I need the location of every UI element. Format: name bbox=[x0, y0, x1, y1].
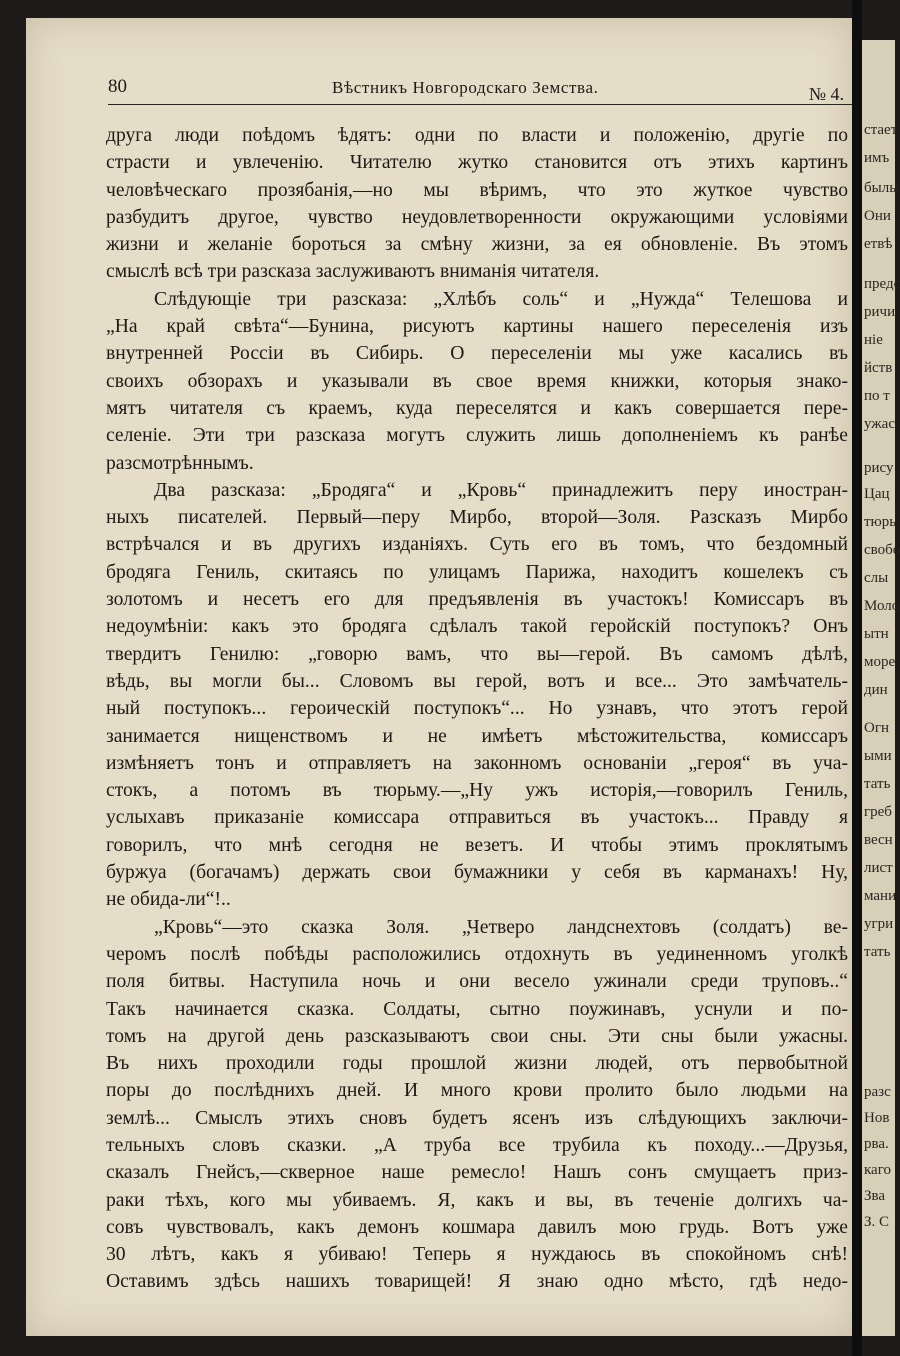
text-line: друга люди поѣдомъ ѣдятъ: одни по власти и положенію, другіе по bbox=[106, 125, 848, 146]
adjacent-page-fragment: рису bbox=[864, 460, 894, 476]
text-line: стокъ, а потомъ въ тюрьму.—„Ну ужъ исторія,—говорилъ Гениль, bbox=[106, 780, 848, 802]
text-line: твердитъ Генилю: „говорю вамъ, что вы—герой. Въ самомъ дѣлѣ, bbox=[106, 643, 848, 665]
text-line: разбудитъ другое, чувство неудовлетворенности окружающими условіями bbox=[106, 206, 848, 228]
adjacent-page-fragment: дин bbox=[864, 682, 888, 698]
header-rule bbox=[108, 104, 852, 105]
text-line: ный поступокъ... героическій поступокъ“... Но узнавъ, что этотъ герой bbox=[106, 698, 848, 720]
running-head bbox=[108, 76, 844, 104]
text-line: Слѣдующіе три разсказа: „Хлѣбъ соль“ и „Нужда“ Телешова и bbox=[154, 288, 848, 310]
adjacent-page-fragment: Они bbox=[864, 208, 891, 224]
text-line: разсмотрѣннымъ. bbox=[106, 452, 254, 474]
text-line: совъ чувствовалъ, какъ демонъ кошмара давилъ мою грудь. Вотъ уже bbox=[106, 1216, 848, 1238]
adjacent-page-fragment: ужас bbox=[864, 416, 895, 432]
text-line: землѣ... Смыслъ этихъ сновъ будетъ ясенъ изъ слѣдующихъ заключи- bbox=[106, 1107, 848, 1129]
adjacent-page-fragment: Моло bbox=[864, 598, 900, 614]
adjacent-page-fragment: Зва bbox=[864, 1188, 886, 1204]
adjacent-page-fragment: тюрь bbox=[864, 514, 897, 530]
text-line: черомъ послѣ побѣды расположились отдохнуть въ уединенномъ уголкѣ bbox=[106, 943, 848, 965]
adjacent-page-fragment: Нов bbox=[864, 1110, 890, 1126]
adjacent-page-fragment: тать bbox=[864, 944, 891, 960]
text-line: ныхъ писателей. Первый—перу Мирбо, второй—Золя. Разсказъ Мирбо bbox=[106, 507, 848, 529]
text-line: измѣняетъ тонъ и отправляетъ на законномъ основаніи „героя“ въ уча- bbox=[106, 752, 848, 774]
text-line: мятъ читателя съ краемъ, куда переселятся и какъ совершается пере- bbox=[106, 397, 848, 419]
text-line: 30 лѣтъ, какъ я убиваю! Теперь я нуждаюсь въ спокойномъ снѣ! bbox=[106, 1244, 848, 1266]
text-line: занимается нищенствомъ и не имѣетъ мѣстожительства, комиссаръ bbox=[106, 725, 848, 747]
text-line: своихъ обзорахъ и указывали въ свое время книжки, которыя знако- bbox=[106, 370, 848, 392]
text-line: селеніе. Эти три разсказа могутъ служить лишь дополненіемъ къ ранѣе bbox=[106, 425, 848, 447]
adjacent-page-fragment: Огн bbox=[864, 720, 890, 736]
adjacent-page-fragment: стает bbox=[864, 122, 898, 138]
page-number: 80 bbox=[108, 76, 127, 97]
issue-number: № 4. bbox=[808, 84, 844, 104]
text-line: буржуа (богачамъ) держать свои бумажники у себя въ карманахъ! Ну, bbox=[106, 862, 848, 884]
text-line: внутренней Россіи въ Сибирь. О переселеніи мы уже касались въ bbox=[106, 343, 848, 365]
text-line: Два разсказа: „Бродяга“ и „Кровь“ принадлежитъ перу иностран- bbox=[154, 479, 848, 501]
adjacent-page-fragment: ытн bbox=[864, 626, 889, 642]
adjacent-page-fragment: весн bbox=[864, 832, 893, 848]
adjacent-page-fragment: греб bbox=[864, 804, 892, 820]
text-line: раки тѣхъ, кого мы убиваемъ. Я, какъ и вы, въ теченіе долгихъ ча- bbox=[106, 1189, 848, 1211]
text-line: поры до послѣднихъ дней. И много крови пролито было людьми на bbox=[106, 1080, 848, 1102]
text-line: Такъ начинается сказка. Солдаты, сытно поужинавъ, уснули и по- bbox=[106, 998, 848, 1020]
text-line: Въ нихъ проходили годы прошлой жизни людей, отъ первобытной bbox=[106, 1053, 848, 1075]
adjacent-page-fragment: угри bbox=[864, 916, 894, 932]
text-line: тельныхъ словъ сказки. „А труба все трубила къ походу...—Друзья, bbox=[106, 1134, 848, 1156]
book-spine-gutter bbox=[852, 0, 862, 1356]
adjacent-page-fragment: рва. bbox=[864, 1136, 889, 1152]
adjacent-page-fragment: мани bbox=[864, 888, 897, 904]
adjacent-page-fragment: ніе bbox=[864, 332, 883, 348]
adjacent-page-fragment: слы bbox=[864, 570, 889, 586]
text-line: не обида-ли“!.. bbox=[106, 889, 231, 911]
adjacent-page-fragment: тать bbox=[864, 776, 891, 792]
adjacent-page-fragment: Цац bbox=[864, 486, 890, 502]
adjacent-page-fragment: йств bbox=[864, 360, 893, 376]
text-line: золотомъ и несетъ его для предъявленія въ участокъ! Комиссаръ въ bbox=[106, 589, 848, 611]
adjacent-page-fragment: былы bbox=[864, 180, 900, 196]
adjacent-page-fragment: разс bbox=[864, 1084, 891, 1100]
text-line: человѣческаго прозябанія,—но мы вѣримъ, что это жуткое чувство bbox=[106, 179, 848, 201]
text-line: страсти и увлеченію. Читателю жутко становится отъ этихъ картинъ bbox=[106, 152, 848, 174]
text-line: томъ на другой день разсказываютъ свои сны. Эти сны были ужасны. bbox=[106, 1025, 848, 1047]
text-line: жизни и желаніе бороться за смѣну жизни, за ея обновленіе. Въ этомъ bbox=[106, 234, 848, 256]
text-line: „Кровь“—это сказка Золя. „Четверо ландснехтовъ (солдатъ) ве- bbox=[154, 916, 848, 938]
adjacent-page-fragment: каго bbox=[864, 1162, 891, 1178]
text-line: сказалъ Гнейсъ,—скверное наше ремесло! Нашъ сонъ смущаетъ приз- bbox=[106, 1162, 848, 1184]
adjacent-page-edge bbox=[862, 40, 900, 1336]
article-text bbox=[106, 122, 848, 1296]
adjacent-page-fragment: етвѣ bbox=[864, 236, 893, 252]
adjacent-page-fragment: З. С bbox=[864, 1214, 890, 1230]
text-line: услыхавъ приказаніе комиссара отправиться въ участокъ... Правду я bbox=[106, 807, 848, 829]
adjacent-page-fragment: море bbox=[864, 654, 896, 670]
text-line: „На край свѣта“—Бунина, рисуютъ картины нашего переселенія изъ bbox=[106, 316, 848, 338]
text-line: смыслѣ всѣ три разсказа заслуживаютъ вниманія читателя. bbox=[106, 261, 600, 283]
adjacent-page-fragment: ричи bbox=[864, 304, 896, 320]
text-line: недоумѣніи: какъ это бродяга сдѣлалъ такой геройскій поступокъ? Онъ bbox=[106, 616, 848, 638]
text-line: бродяга Гениль, скитаясь по улицамъ Парижа, находитъ кошелекъ съ bbox=[106, 561, 848, 583]
text-line: вѣдь, вы могли бы... Словомъ вы герой, вотъ и все... Это замѣчатель- bbox=[106, 670, 848, 692]
journal-title: Вѣстникъ Новгородскаго Земства. bbox=[332, 78, 599, 97]
adjacent-page-fragment: имъ bbox=[864, 150, 890, 166]
text-line: поля битвы. Наступила ночь и они весело ужинали среди труповъ..“ bbox=[106, 971, 848, 993]
adjacent-page-fragment: предс bbox=[864, 276, 900, 292]
adjacent-page-fragment: по т bbox=[864, 388, 890, 404]
text-line: Оставимъ здѣсь нашихъ товарищей! Я знаю одно мѣсто, гдѣ недо- bbox=[106, 1271, 848, 1293]
adjacent-page-fragment: свобо bbox=[864, 542, 900, 558]
text-line: говорилъ, что мнѣ сегодня не везетъ. И чтобы этимъ проклятымъ bbox=[106, 834, 848, 856]
adjacent-page-fragment: лист bbox=[864, 860, 893, 876]
text-line: встрѣчался и въ другихъ изданіяхъ. Суть его въ томъ, что бездомный bbox=[106, 534, 848, 556]
adjacent-page-fragment: ыми bbox=[864, 748, 892, 764]
